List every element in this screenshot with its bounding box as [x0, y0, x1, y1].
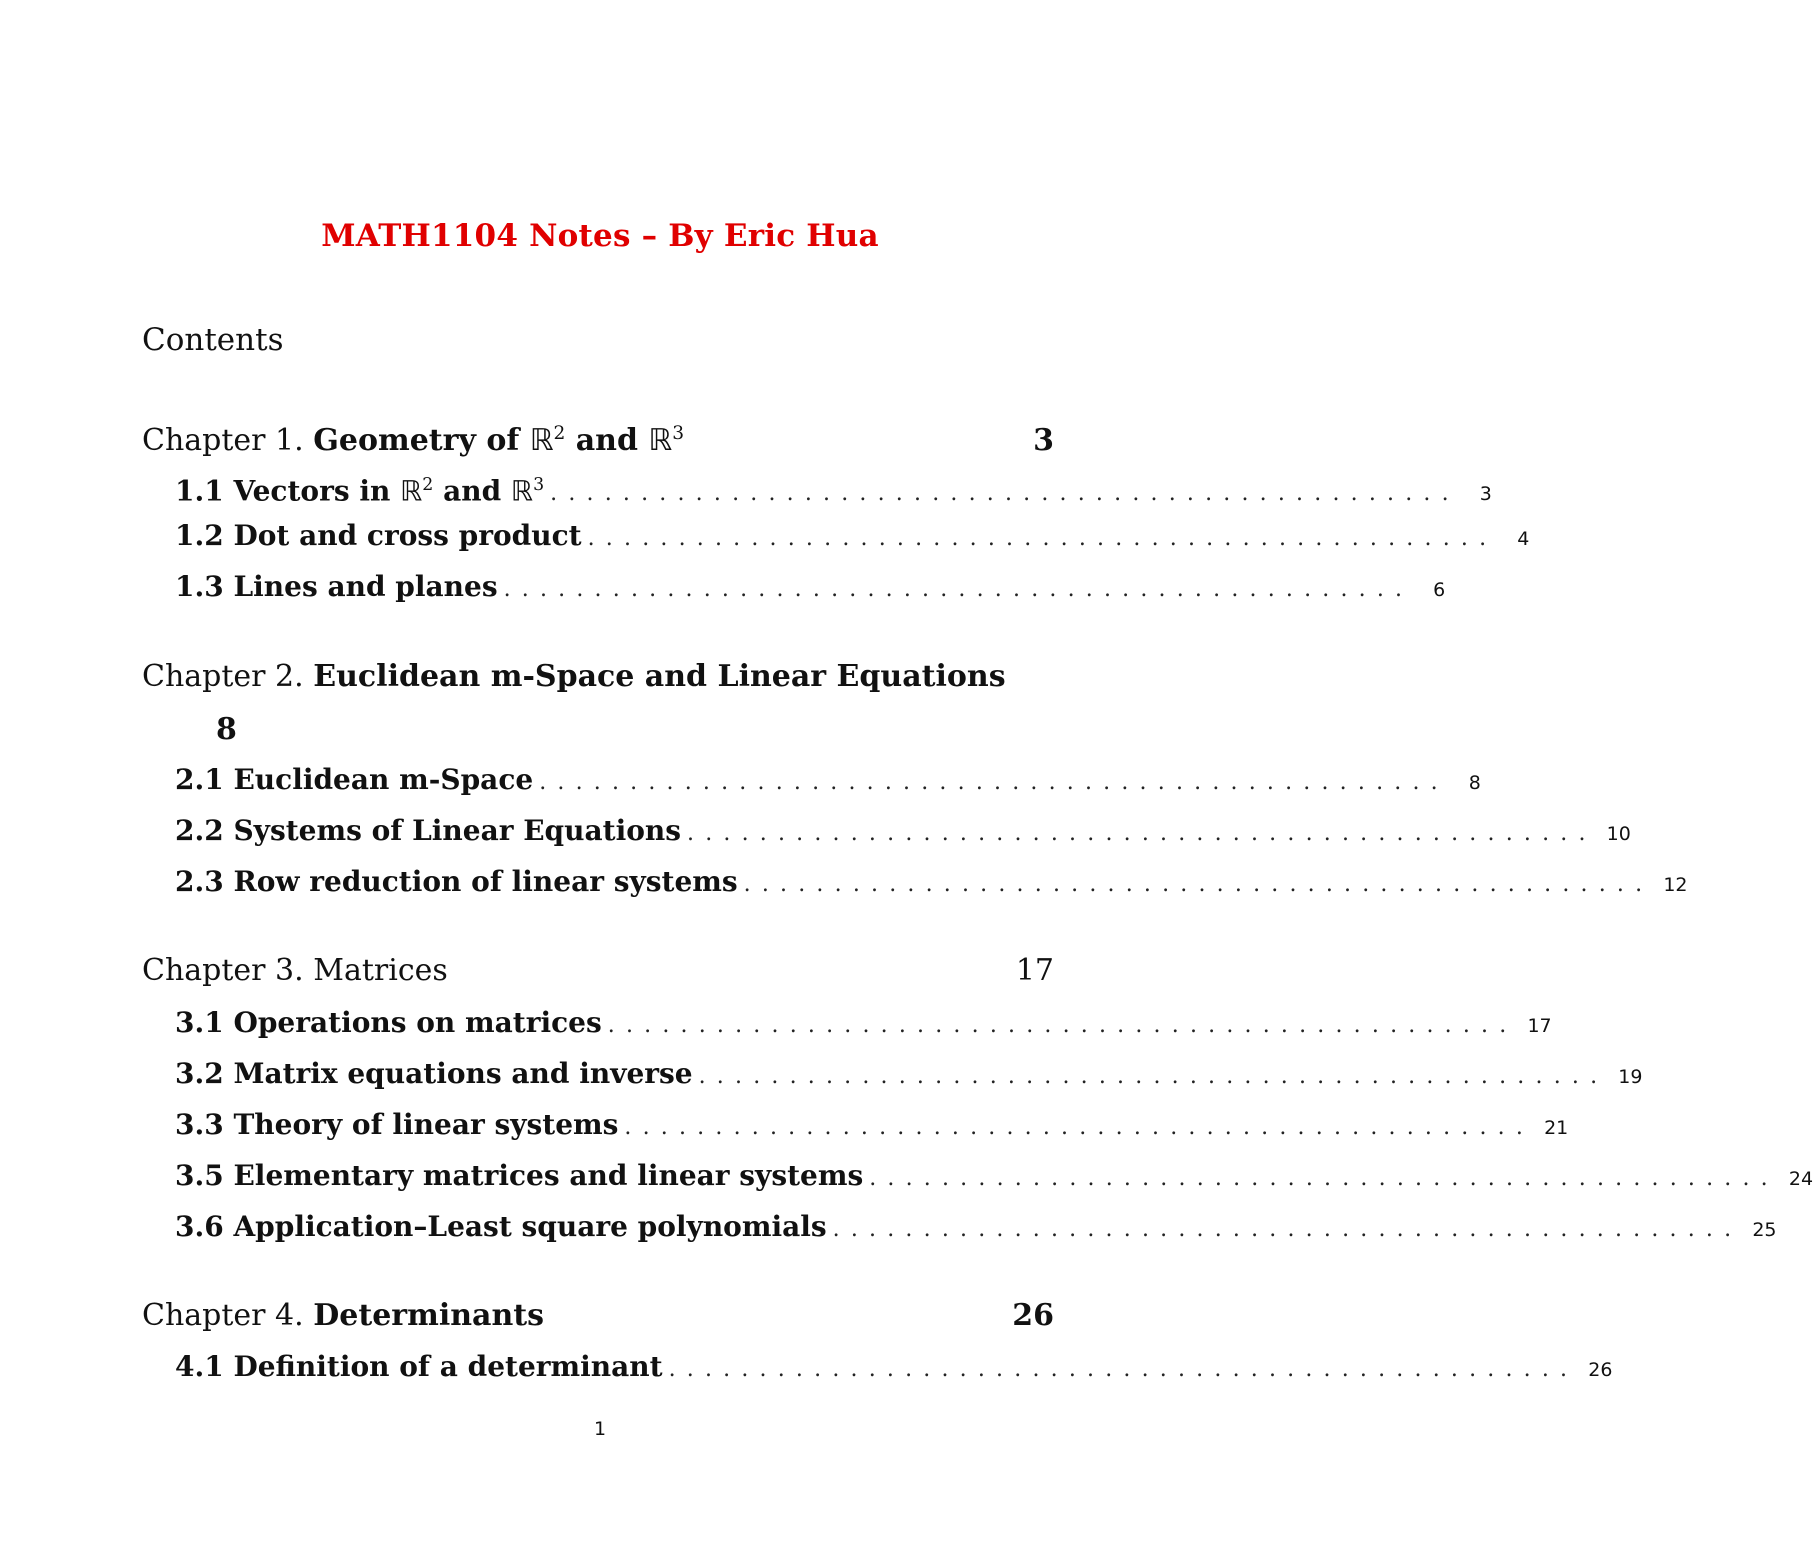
toc-section-2-1[interactable] — [175, 762, 1481, 801]
toc-chapter-3[interactable] — [142, 951, 1054, 991]
section-3-3-page: 21 — [1544, 1117, 1569, 1139]
section-2-2-title: 2.2 Systems of Linear Equations — [175, 814, 681, 847]
dot-leader: .................................................. — [587, 526, 1498, 551]
toc-chapter-2[interactable] — [142, 657, 1054, 697]
section-4-1-page: 26 — [1588, 1359, 1613, 1381]
section-2-3-title: 2.3 Row reduction of linear systems — [175, 865, 738, 898]
section-3-6-title: 3.6 Application–Least square polynomials — [175, 1210, 827, 1243]
dot-leader: .................................................. — [503, 577, 1414, 602]
contents-heading: Contents — [142, 322, 284, 358]
section-1-3-title: 1.3 Lines and planes — [175, 570, 498, 603]
chapter-3-name: Matrices — [313, 953, 448, 988]
dot-leader: .................................................. — [687, 821, 1597, 846]
section-2-3-page: 12 — [1663, 874, 1688, 896]
chapter-1-title — [142, 414, 684, 461]
section-4-1-title: 4.1 Definition of a determinant — [175, 1350, 663, 1383]
toc-section-2-2[interactable] — [175, 813, 1631, 852]
dot-leader: .................................................. — [743, 872, 1654, 897]
section-1-2-title: 1.2 Dot and cross product — [175, 519, 582, 552]
toc-section-4-1[interactable] — [175, 1349, 1613, 1388]
chapter-4-name: Determinants — [313, 1298, 545, 1333]
toc-section-3-6[interactable] — [175, 1209, 1777, 1248]
chapter-1-name: Geometry of ℝ$^2$ and ℝ$^3$ — [313, 423, 685, 458]
toc-section-2-3[interactable] — [175, 864, 1688, 903]
toc-section-1-1[interactable] — [175, 467, 1492, 512]
dot-leader: .................................................. — [832, 1217, 1743, 1242]
section-3-1-title: 3.1 Operations on matrices — [175, 1006, 602, 1039]
toc-section-3-5[interactable] — [175, 1158, 1813, 1197]
dot-leader: .................................................. — [550, 481, 1460, 507]
chapter-4-title — [142, 1296, 544, 1336]
chapter-1-label: Chapter 1. — [142, 423, 304, 458]
section-1-1-title: 1.1 Vectors in ℝ$^2$ and ℝ$^3$ — [175, 474, 545, 508]
section-1-1-page: 3 — [1479, 483, 1492, 506]
dot-leader: .................................................. — [698, 1064, 1609, 1089]
chapter-1-page: 3 — [1033, 423, 1054, 458]
toc-section-3-1[interactable] — [175, 1005, 1552, 1044]
section-3-2-page: 19 — [1618, 1066, 1643, 1088]
document-title: MATH1104 Notes – By Eric Hua — [321, 218, 879, 254]
section-2-1-page: 8 — [1468, 772, 1481, 794]
section-1-3-page: 6 — [1433, 579, 1446, 601]
section-3-2-title: 3.2 Matrix equations and inverse — [175, 1057, 693, 1090]
chapter-2-name: Euclidean m-Space and Linear Equations — [313, 659, 1006, 694]
section-3-5-title: 3.5 Elementary matrices and linear systems — [175, 1159, 864, 1192]
toc-chapter-4[interactable] — [142, 1296, 1054, 1336]
section-1-2-page: 4 — [1517, 528, 1530, 550]
chapter-4-label: Chapter 4. — [142, 1298, 304, 1333]
section-3-3-title: 3.3 Theory of linear systems — [175, 1108, 619, 1141]
section-2-2-page: 10 — [1606, 823, 1631, 845]
toc-chapter-1[interactable] — [142, 414, 1054, 461]
chapter-2-page: 8 — [216, 712, 237, 747]
section-3-6-page: 25 — [1752, 1219, 1777, 1241]
chapter-2-label: Chapter 2. — [142, 659, 304, 694]
toc-section-1-3[interactable] — [175, 569, 1446, 608]
dot-leader: .................................................. — [668, 1357, 1579, 1382]
chapter-3-title — [142, 951, 448, 991]
chapter-3-label: Chapter 3. — [142, 953, 304, 988]
section-3-1-page: 17 — [1527, 1015, 1552, 1037]
toc-section-1-2[interactable] — [175, 518, 1530, 557]
page-number: 1 — [593, 1418, 607, 1440]
toc-section-3-2[interactable] — [175, 1056, 1643, 1095]
dot-leader: .................................................. — [539, 770, 1449, 795]
chapter-3-page: 17 — [1015, 953, 1054, 988]
dot-leader: .................................................. — [624, 1115, 1535, 1140]
section-2-1-title: 2.1 Euclidean m-Space — [175, 763, 534, 796]
dot-leader: .................................................. — [607, 1013, 1518, 1038]
toc-section-3-3[interactable] — [175, 1107, 1569, 1146]
section-3-5-page: 24 — [1788, 1168, 1813, 1190]
chapter-4-page: 26 — [1012, 1298, 1054, 1333]
dot-leader: .................................................. — [869, 1166, 1779, 1191]
